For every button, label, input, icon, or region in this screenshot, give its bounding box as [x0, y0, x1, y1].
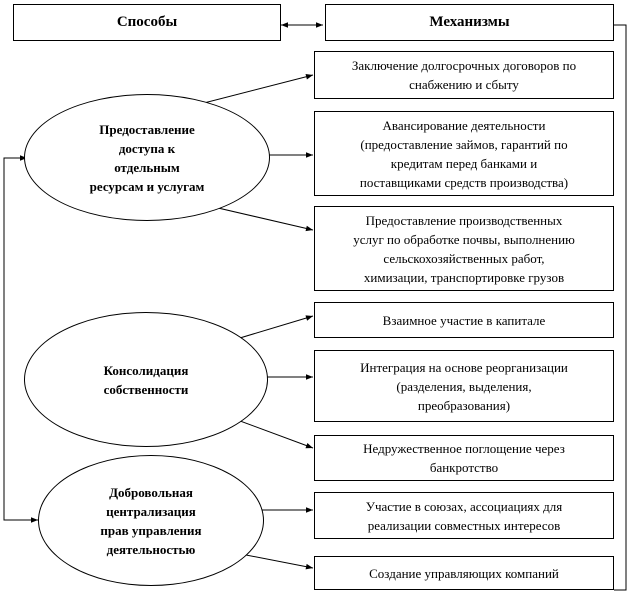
mechanism-box-2: [314, 111, 614, 196]
mechanism-label: Предоставление производственных услуг по обработке почвы, выполнению сельскохозяйственных работ, химизации, транспортировке грузов: [353, 212, 575, 285]
method-ellipse-consolidation: [24, 312, 268, 447]
method-ellipse-centralization: [38, 455, 264, 586]
method-label: Добровольная централизация прав управления деятельностью: [100, 484, 202, 557]
mechanism-box-3: [314, 206, 614, 291]
mechanism-box-5: [314, 350, 614, 422]
mechanisms-bracket-line: [614, 25, 626, 590]
methods-header-label: Способы: [116, 14, 178, 30]
methods-left-line: [4, 158, 38, 520]
mechanism-box-6: [314, 435, 614, 481]
mechanisms-header: [325, 4, 614, 41]
method-label: Консолидация собственности: [103, 362, 189, 397]
mechanisms-header-label: Механизмы: [429, 14, 510, 30]
methods-header: [13, 4, 281, 41]
mechanism-label: Недружественное поглощение через банкротство: [363, 441, 565, 475]
mechanism-box-7: [314, 492, 614, 539]
mechanism-label: Участие в союзах, ассоциациях для реализации совместных интересов: [365, 498, 563, 533]
mechanism-label: Создание управляющих компаний: [369, 565, 559, 581]
mechanism-box-8: [314, 556, 614, 590]
mechanism-label: Взаимное участие в капитале: [382, 312, 546, 328]
method-ellipse-access: [24, 94, 270, 221]
method-label: Предоставление доступа к отдельным ресурсам и услугам: [89, 121, 205, 194]
mechanism-box-1: [314, 51, 614, 99]
mechanism-label: Интеграция на основе реорганизации (разделения, выделения, преобразования): [360, 359, 568, 413]
mechanism-box-4: [314, 302, 614, 338]
mechanism-label: Авансирование деятельности (предоставление займов, гарантий по кредитам перед банками и поставщиками средств производства): [359, 117, 569, 190]
mechanism-label: Заключение долгосрочных договоров по снабжению и сбыту: [351, 58, 577, 92]
